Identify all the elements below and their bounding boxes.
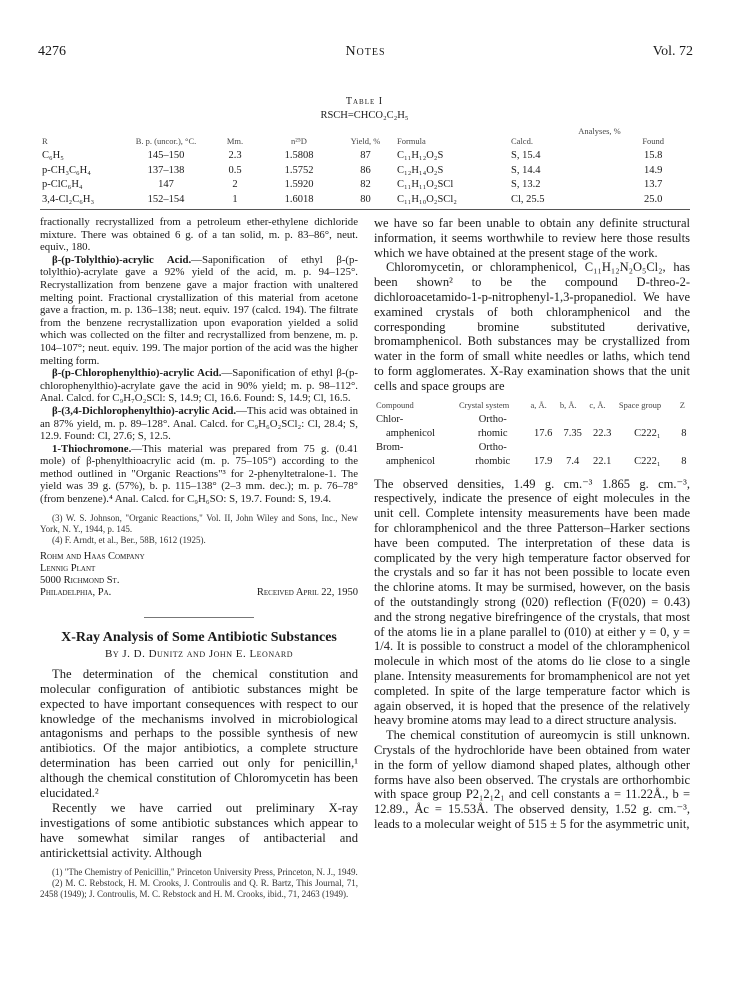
table1-col-bp: B. p. (uncor.), °C. xyxy=(135,136,197,146)
table-cell: 82 xyxy=(360,179,371,190)
table-cell: Cl, 25.5 xyxy=(511,193,545,205)
paragraph-text: —Saponification of ethyl β-(p-chlorophenylthio)-acrylate gave the acid in 90% yield; m. p. 98–112°. Anal. Calcd. for C₉H₇O₂SCl: S, 14.9; Cl, 16.6. Found: S, 14.9; Cl, 16.5. xyxy=(40,367,359,405)
table-cell: C₁₁H₁₂O₂S xyxy=(397,150,444,161)
paragraph-text: —Saponification of ethyl β-(p-tolylthio)-acrylate gave a 92% yield of the acid, m. p. 94–125°. Recrystallization from benzene gave a major fraction with unaltered melting point. Fractional crystallization of this material from acetone gave a fraction, m. p. 136–138; neut. equiv. 197 (calcd. 194). The filtrate from the benzene recrystallization upon evaporation yielded a solid which was collected on the filter and recrystallized from benzene, m. p. 104–107°; neut. equiv. 199. The major portion of the acid was the higher melting form. xyxy=(40,253,358,367)
paragraph: The determination of the chemical constitution and molecular configuration of antibiotic substances might be expected to have important consequences with respect to our knowledge of the mechanisms involved in microbiological antagonisms and perhaps to the possible synthesis of new antibiotics. Of the major antibiotics, a complete structure determination has been carried out only for penicillin,¹ although the chemical constitution of Chloromycetin has been elucidated.² xyxy=(40,666,358,801)
affiliation-last-line xyxy=(40,587,358,599)
paragraph: fractionally recrystallized from a petroleum ether-ethylene dichloride mixture. There was obtained 6 g. of a tan solid, m. p. 83–86°, neut. equiv., 180. xyxy=(40,216,358,254)
table-cell: 22.3 xyxy=(592,427,612,439)
table1-header-row xyxy=(40,136,690,149)
page-number: 4276 xyxy=(38,44,66,59)
table-cell: p-CH₃C₆H₄ xyxy=(42,164,91,176)
paragraph: The observed densities, 1.49 g. cm.⁻³ 1.865 g. cm.⁻³, respectively, indicate the presence of eight molecules in the unit cell. Complete intensity measurements have been made for chloramphenicol and the three Patterson–Harker sections have been computed. The interpretation of these data is complicated by the very high temperature factor observed for the crystals and so far it has not been possible to locate even the chlorine atoms. It may be surmised, however, on the basis of the outstandingly strong (020) reflection (F(020) = 0.43) and the strong negative birefringence of the crystals, that most of the atoms lie in a plane parallel to (010) at either y = 0, y = 1/4. It is possible to construct a model of the chloramphenicol molecule in which most of the atoms do lie close to a single plane. Intensity measurements for bromamphenicol are not yet completed. In spite of the large temperature factor which is again observed, it is hoped that the presence of the relatively heavy bromine atoms may lead to a direct structure analysis. xyxy=(374,476,690,728)
table2-col-z: Z xyxy=(679,399,685,410)
table-row xyxy=(374,413,690,427)
paragraph xyxy=(40,443,358,506)
paragraph xyxy=(40,405,358,443)
table1-formula: RSCH=CHCO₂C₂H₅ xyxy=(320,110,409,121)
affiliation-line: 5000 Richmond St. xyxy=(40,574,120,586)
paragraph: The chemical constitution of aureomycin is still unknown. Crystals of the hydrochloride have been obtained from water in the form of yellow diamond shaped plates, although other forms have also been observed. The crystals are orthorhombic with space group P2₁2₁2₁ and cell constants a = 11.22Å., b = 12.89., Åc = 15.53Å. The observed density, 1.52 g. cm.⁻³, leads to a molecular weight of 515 ± 5 for the asymmetric unit, xyxy=(374,728,690,831)
article-byline: By J. D. Dunitz and John E. Leonard xyxy=(105,648,293,661)
table2-col-compound: Compound xyxy=(376,399,414,410)
table-cell: Ortho- xyxy=(478,413,507,425)
table-cell: 25.0 xyxy=(644,193,663,205)
table-cell: S, 14.4 xyxy=(511,164,541,176)
article-title: X-Ray Analysis of Some Antibiotic Substances xyxy=(61,629,337,645)
table-cell: rhombic xyxy=(475,455,511,467)
table-cell: amphenicol xyxy=(386,455,435,467)
table-row xyxy=(374,427,690,441)
table1-col-r: R xyxy=(42,136,48,146)
table-cell: 14.9 xyxy=(644,164,663,176)
table2-col-a: a, Å. xyxy=(530,399,547,410)
table-cell: 80 xyxy=(360,193,371,205)
table-cell: 137–138 xyxy=(147,164,185,176)
affiliation xyxy=(40,551,358,599)
table1-caption: Table I xyxy=(345,96,384,107)
table-cell: 1.5752 xyxy=(284,164,314,176)
table-row xyxy=(40,149,690,164)
table-cell: 2 xyxy=(232,179,238,190)
footnote: (1) "The Chemistry of Penicillin," Princeton University Press, Princeton, N. J., 1949. xyxy=(52,866,358,877)
table-cell: C222₁ xyxy=(634,455,661,467)
table-cell: 17.6 xyxy=(534,427,553,439)
table-cell: 145–150 xyxy=(147,150,185,161)
table2-col-system: Crystal system xyxy=(458,399,510,410)
table1-col-formula: Formula xyxy=(397,136,426,146)
volume-label: Vol. 72 xyxy=(652,44,693,59)
table-cell: 8 xyxy=(681,427,687,439)
table-cell: Ortho- xyxy=(478,441,507,453)
table-row xyxy=(374,441,690,455)
table1 xyxy=(40,126,690,207)
paragraph: we have so far been unable to obtain any definite structural information, it seems worthwhile to review here those results which we have obtained at the present stage of the work. xyxy=(374,216,690,260)
table-cell: 7.35 xyxy=(563,427,582,439)
table-cell: 3,4-Cl₂C₆H₃ xyxy=(42,193,95,205)
table-cell: p-ClC₆H₄ xyxy=(42,179,83,190)
table-cell: S, 15.4 xyxy=(511,150,541,161)
table2-col-space-group: Space group xyxy=(618,399,662,410)
footnote: (4) F. Arndt, et al., Ber., 58B, 1612 (1925). xyxy=(52,534,206,545)
table2-col-b: b, Å. xyxy=(559,399,577,410)
right-column xyxy=(374,216,690,832)
table-cell: 1.6018 xyxy=(284,193,314,205)
paragraph-heading: β-(p-Chlorophenylthio)-acrylic Acid. xyxy=(52,367,222,380)
affiliation-line: Lennig Plant xyxy=(40,562,96,574)
paragraph-heading: β-(3,4-Dichlorophenylthio)-acrylic Acid. xyxy=(52,404,237,417)
table-cell: C₁₁H₁₁O₂SCl xyxy=(397,179,454,190)
paragraph xyxy=(40,367,358,405)
table2-header-row xyxy=(374,400,690,413)
table-cell: 1.5920 xyxy=(284,179,314,190)
table-row xyxy=(40,164,690,179)
table-row xyxy=(40,193,690,208)
paragraph-heading: 1-Thiochromone. xyxy=(52,442,132,455)
table1-col-mm: Mm. xyxy=(226,136,244,146)
table2-col-c: c, Å. xyxy=(589,399,606,410)
table-cell: 8 xyxy=(681,455,687,467)
table-cell: S, 13.2 xyxy=(511,179,541,190)
table-cell: 7.4 xyxy=(566,455,580,467)
table-cell: 87 xyxy=(360,150,371,161)
left-column xyxy=(40,216,358,900)
running-header xyxy=(38,44,693,62)
table-cell: C222₁ xyxy=(634,427,661,439)
table-cell: 1 xyxy=(232,193,238,205)
paragraph-heading: β-(p-Tolylthio)-acrylic Acid. xyxy=(52,253,192,266)
paragraph xyxy=(40,254,358,367)
received-date: Received April 22, 1950 xyxy=(256,586,358,598)
table-cell: 2.3 xyxy=(228,150,242,161)
table1-col-nd: n²⁵D xyxy=(291,136,307,146)
table-cell: 17.9 xyxy=(534,455,553,467)
footnote: (2) M. C. Rebstock, H. M. Crooks, J. Controulis and Q. R. Bartz, This Journal, 71, 2458 (1949); J. Controulis, M. C. Rebstock and H. M. Crooks, ibid., 71, 2463 (1949). xyxy=(40,877,358,899)
table1-col-found: Found xyxy=(642,136,665,146)
table-cell: 15.8 xyxy=(644,150,663,161)
table-cell: 147 xyxy=(158,179,174,190)
paragraph: Recently we have carried out preliminary X-ray investigations of some antibiotic substances which appear to have somewhat similar ranges of antibacterial and antirickettsial activity. Although xyxy=(40,801,358,860)
table-row xyxy=(40,178,690,193)
table-cell: Brom- xyxy=(376,441,404,453)
table1-col-yield: Yield, % xyxy=(350,136,381,146)
paragraph-text: —This acid was obtained in an 87% yield, m. p. 89–128°. Anal. Calcd. for C₉H₆O₂SCl₂: Cl, 28.4; S, 12.9. Found: Cl, 27.6; S, 12.5. xyxy=(40,404,358,443)
table-cell: Chlor- xyxy=(376,413,404,425)
table-cell: amphenicol xyxy=(386,427,435,439)
footnote: (3) W. S. Johnson, "Organic Reactions," Vol. II, John Wiley and Sons, Inc., New York, N. Y., 1944, p. 145. xyxy=(40,512,358,534)
table-cell: C₆H₅ xyxy=(42,150,64,161)
table-cell: C₁₂H₁₄O₂S xyxy=(397,164,444,176)
table2 xyxy=(374,400,690,469)
table-cell: 1.5808 xyxy=(284,150,314,161)
table-cell: rhomic xyxy=(477,427,508,439)
section-title: Notes xyxy=(345,44,386,59)
paragraph-text: —This material was prepared from 75 g. (0.41 mole) of β-phenylthioacrylic acid (m. p. 75–105°) according to the method outlined in "Organic Reactions"³ for 2-phenyltetralone-1. The yield was 39 g. (57%), b. p. 115–138° (2–3 mm. dec.); m. p. 76–78° (from benzene).⁴ Anal. Calcd. for C₉H₆SO: S, 19.7. Found: S, 19.4. xyxy=(40,442,358,506)
table-cell: 22.1 xyxy=(592,455,612,467)
table1-bottom-rule xyxy=(40,209,690,210)
table1-group-header: Analyses, % xyxy=(578,126,621,136)
table-cell: 152–154 xyxy=(147,193,185,205)
table1-col-calcd: Calcd. xyxy=(511,136,533,146)
table-cell: 0.5 xyxy=(228,164,242,176)
paragraph: Chloromycetin, or chloramphenicol, C₁₁H₁₂N₂O₅Cl₂, has been shown² to be the compound D-threo-2-dichloroacetamido-1-p-nitrophenyl-1,3-propanediol. We have examined crystals of both chloramphenicol and the corresponding bromine substituted derivative, bromamphenicol. Both substances may be crystallized from water in the form of small white needles or laths, which tend to form agglomerates. X-Ray examination shows that the unit cells and space groups are xyxy=(374,260,690,393)
table-cell: C₁₁H₁₀O₂SCl₂ xyxy=(397,193,457,205)
affiliation-line: Rohm and Haas Company xyxy=(40,550,145,562)
table-row xyxy=(374,455,690,469)
affiliation-line: Philadelphia, Pa. xyxy=(40,586,112,598)
table-cell: 13.7 xyxy=(644,179,663,190)
table-cell: 86 xyxy=(360,164,371,176)
